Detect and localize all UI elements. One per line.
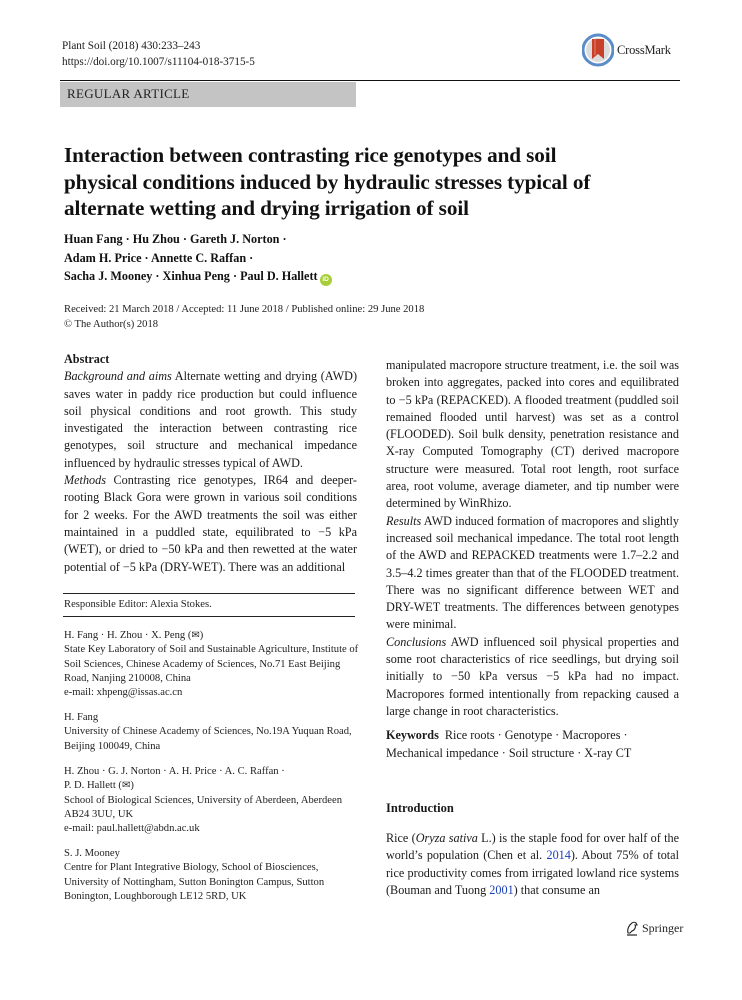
publication-dates: [64, 303, 424, 332]
envelope-icon[interactable]: ✉: [191, 630, 200, 641]
journal-info: [62, 38, 255, 70]
publisher-logo: [625, 920, 683, 936]
abstract-heading: Abstract: [64, 352, 110, 366]
dates-line: Received: 21 March 2018 / Accepted: 11 June 2018 / Published online: 29 June 2018: [64, 304, 425, 315]
authors-line-1: Huan Fang · Hu Zhou · Gareth J. Norton ·: [64, 232, 287, 246]
article-type-banner: [60, 82, 356, 107]
results-label: Results: [386, 513, 422, 528]
abstract-methods: Methods Contrasting rice genotypes, IR64 and deeper-rooting Black Gora were grown in various soil conditions for 2 weeks. For the AWD treatments the soil was either maintained in a puddled state, equilibrated to −5 kPa (WET), or dried to −50 kPa and then rewetted at the water potential of −5 kPa (DRY-WET). There was an additional: [64, 473, 357, 574]
abstract-methods-continued: manipulated macropore structure treatment, i.e. the soil was broken into aggregates, packed into cores and equilibrated to −5 kPa (REPACKED). A flooded treatment (puddled soil remained flooded until harvest) was set as a control (FLOODED). Soil bulk density, penetration resistance and X-ray Computed Tomography (CT) derived macropore structure were measured. Total root length, root surface area, root volume, average diameter, and tip number were determined by WinRhizo.: [386, 358, 679, 511]
conclusions-label: Conclusions: [386, 634, 447, 649]
journal-citation: Plant Soil (2018) 430:233–243: [62, 40, 201, 52]
abstract-left: [64, 351, 357, 576]
affiliation-address: University of Chinese Academy of Sciences, No.19A Yuquan Road, Beijing 100049, China: [64, 726, 352, 752]
affiliation-address: School of Biological Sciences, University of Aberdeen, Aberdeen AB24 3UU, UK: [64, 794, 343, 820]
affiliation-email[interactable]: e-mail: xhpeng@issas.ac.cn: [64, 687, 183, 699]
doi-link[interactable]: https://doi.org/10.1007/s11104-018-3715-5: [62, 56, 255, 68]
abstract-results: Results AWD induced formation of macropores and slightly increased soil mechanical impedance. The total root length of the AWD and REPACKED treatments were 1.7–2.2 and 3.5–4.2 times greater than that of the FLOODED treatment. There was no significant difference between WET and DRY-WET treatments. The differences between genotypes were minimal.: [386, 513, 679, 632]
orcid-icon[interactable]: iD: [320, 274, 332, 286]
species-name: Oryza sativa: [415, 831, 478, 845]
abstract-background: Background and aims Alternate wetting and drying (AWD) saves water in paddy rice production but could influence soil physical conditions and root growth. This study investigated the interaction between contrasting rice genotypes, soil structure and mechanical impedance influenced by hydraulic stresses typical of AWD.: [64, 369, 357, 470]
envelope-icon[interactable]: ✉: [121, 780, 131, 792]
introduction-text: Rice (Oryza sativa L.) is the staple food for over half of the world’s population (Chen et al. 2014). About 75% of total rice productivity comes from irrigated lowland rice systems (Bouman and Tuong 2001) that consume an: [386, 831, 679, 897]
affiliation-address: State Key Laboratory of Soil and Sustainable Agriculture, Institute of Soil Sciences, Chinese Academy of Sciences, No.71 East Beijing Road, Nanjing 210008, China: [64, 644, 359, 684]
crossmark-label: CrossMark: [617, 42, 671, 57]
paper-title: Interaction between contrasting rice genotypes and soil physical conditions induced by hydraulic stresses typical of alternate wetting and drying irrigation of soil: [64, 143, 591, 220]
article-type: REGULAR ARTICLE: [67, 86, 190, 101]
citation-link[interactable]: 2001: [489, 882, 514, 897]
background-label: Background and aims: [64, 369, 172, 384]
keywords-label: Keywords: [386, 728, 439, 742]
methods-label: Methods: [64, 473, 106, 488]
affiliation-email[interactable]: e-mail: paul.hallett@abdn.ac.uk: [64, 823, 200, 835]
abstract-conclusions: Conclusions AWD influenced soil physical properties and some root characteristics of rice seedlings, but drying soil initially to −50 kPa versus −5 kPa had no impact. Macropores formed intentionally from repacking caused a large change in root characteristics.: [386, 634, 679, 718]
affiliation-4: S. J. Mooney Centre for Plant Integrative Biology, School of Biosciences, University of Nottingham, Sutton Bonington Campus, Sutton Bonington, Loughborough LE12 5RD, UK: [64, 847, 364, 904]
footnote-rule: [63, 593, 355, 594]
crossmark-icon: [582, 33, 614, 67]
affiliation-1: H. Fang · H. Zhou · X. Peng (✉) State Key Laboratory of Soil and Sustainable Agriculture, Institute of Soil Sciences, Chinese Academy of Sciences, No.71 East Beijing Road, Nanjing 210008, China e-mail: xhpeng@issas.ac.cn: [64, 629, 364, 700]
introduction-heading: Introduction: [386, 801, 454, 815]
affiliation-3: H. Zhou · G. J. Norton · A. H. Price · A. C. Raffan · P. D. Hallett (✉) School of Biological Sciences, University of Aberdeen, Aberdeen AB24 3UU, UK e-mail: paul.hallett@abdn.ac.uk: [64, 765, 364, 836]
header-rule: [60, 80, 680, 81]
affiliation-address: Centre for Plant Integrative Biology, School of Biosciences, University of Nottingham, Sutton Bonington Campus, Sutton Bonington, Loughborough LE12 5RD, UK: [64, 862, 325, 902]
springer-horse-icon: [625, 920, 639, 936]
abstract-right: [386, 357, 679, 720]
authors-line-3: Sacha J. Mooney · Xinhua Peng · Paul D. Hallett: [64, 269, 318, 283]
keywords-text: Rice roots · Genotype · Macropores · Mechanical impedance · Soil structure · X-ray CT: [386, 728, 632, 760]
crossmark-badge[interactable]: [582, 32, 692, 68]
affiliation-2: H. Fang University of Chinese Academy of Sciences, No.19A Yuquan Road, Beijing 100049, China: [64, 711, 364, 754]
responsible-editor: Responsible Editor: Alexia Stokes.: [64, 599, 212, 610]
publisher-name: Springer: [642, 920, 684, 935]
citation-link[interactable]: 2014: [546, 848, 571, 863]
footnote-rule: [63, 616, 355, 617]
authors-line-2: Adam H. Price · Annette C. Raffan ·: [64, 250, 254, 265]
author-list: [64, 230, 332, 286]
keywords: [386, 727, 686, 762]
copyright: © The Author(s) 2018: [64, 318, 159, 330]
